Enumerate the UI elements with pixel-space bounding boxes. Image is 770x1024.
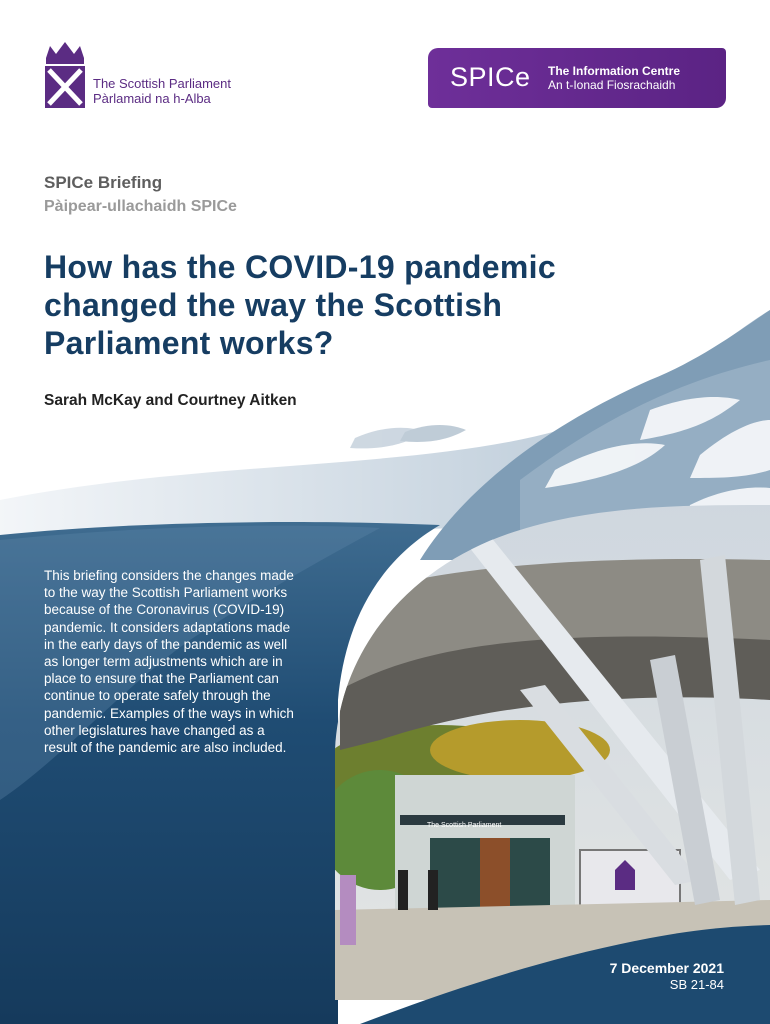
spice-tagline-gd: An t-Ionad Fiosrachaidh — [548, 78, 676, 92]
entrance-sign — [425, 818, 565, 830]
scottish-parliament-logo — [42, 40, 242, 112]
spice-logo — [428, 48, 726, 108]
briefing-reference: SB 21-84 — [669, 977, 724, 992]
publication-date: 7 December 2021 — [609, 960, 724, 976]
parliament-name-en: The Scottish Parliament — [93, 76, 232, 91]
briefing-kicker-gd: Pàipear-ullachaidh SPICe — [44, 198, 237, 215]
crown-saltire-icon — [42, 40, 88, 112]
page-title: How has the COVID-19 pandemic changed the way the Scottish Parliament works? — [44, 249, 556, 361]
entrance-sign-text: The Scottish Parliament — [427, 822, 502, 829]
parliament-name — [93, 76, 231, 106]
spice-brand: SPICe — [450, 62, 531, 92]
spice-tagline-en: The Information Centre — [548, 64, 681, 78]
briefing-kicker-en: SPICe Briefing — [44, 173, 163, 192]
parliament-name-gd: Pàrlamaid na h-Alba — [93, 91, 211, 106]
summary-text: This briefing considers the changes made to the way the Scottish Parliament works because of the Coronavirus (COVID-19) pandemic. It considers adaptations made in the early days of the pandemic as well as longer term adjustments which are in place to ensure that the Parliament can continue to operate safely through the pandemic. Examples of the ways in which other legislatures have changed as a result of the pandemic are also included. — [44, 568, 294, 756]
spice-tagline — [548, 64, 680, 92]
authors: Sarah McKay and Courtney Aitken — [44, 392, 297, 409]
